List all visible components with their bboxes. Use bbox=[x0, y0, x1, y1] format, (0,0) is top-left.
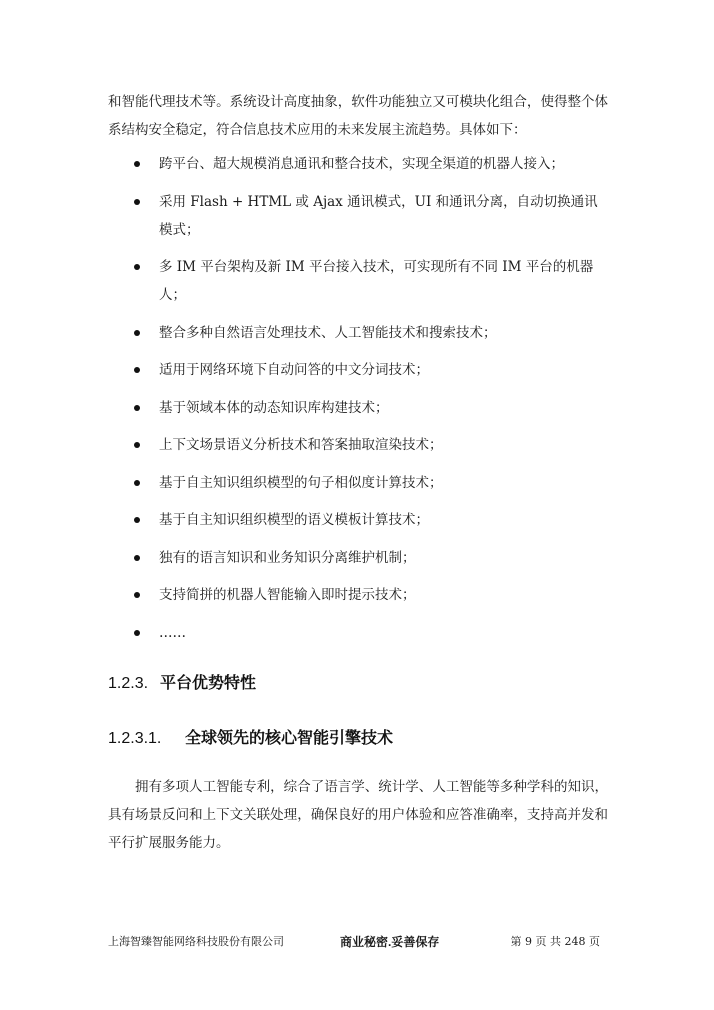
list-item bbox=[108, 469, 608, 497]
list-item-text: 基于领域本体的动态知识库构建技术； bbox=[159, 399, 389, 416]
list-item-text: 基于自主知识组织模型的语义模板计算技术； bbox=[159, 512, 429, 528]
bullet-dot-icon bbox=[134, 367, 140, 373]
bullet-dot-icon bbox=[134, 517, 140, 523]
list-item bbox=[108, 319, 608, 347]
list-item-text: 跨平台、超大规模消息通讯和整合技术，实现全渠道的机器人接入； bbox=[159, 156, 564, 172]
list-item-text: 整合多种自然语言处理技术、人工智能技术和搜索技术； bbox=[159, 324, 497, 341]
list-item bbox=[108, 619, 608, 647]
bullet-dot-icon bbox=[134, 330, 140, 336]
bullet-dot-icon bbox=[134, 480, 140, 486]
list-item bbox=[108, 506, 608, 534]
bullet-dot-icon bbox=[134, 161, 140, 167]
list-item-text: 上下文场景语义分析技术和答案抽取渲染技术； bbox=[159, 437, 443, 453]
bullet-dot-icon bbox=[134, 405, 140, 411]
list-item bbox=[108, 431, 608, 459]
list-item-text: 采用 Flash + HTML 或 Ajax 通讯模式，UI 和通讯分离，自动切换通讯模式； bbox=[159, 193, 598, 238]
list-item-text: 独有的语言知识和业务知识分离维护机制； bbox=[159, 549, 416, 566]
list-item bbox=[108, 356, 608, 384]
list-item bbox=[108, 581, 608, 609]
list-item-text: 多 IM 平台架构及新 IM 平台接入技术，可实现所有不同 IM 平台的机器人； bbox=[159, 259, 594, 303]
bullet-dot-icon bbox=[134, 630, 140, 636]
bullet-dot-icon bbox=[134, 264, 140, 270]
list-item-text: …… bbox=[159, 624, 186, 641]
list-item-text: 适用于网络环境下自动问答的中文分词技术； bbox=[159, 362, 429, 378]
intro-paragraph: 和智能代理技术等。系统设计高度抽象，软件功能独立又可模块化组合，使得整个体系结构安全稳定，符合信息技术应用的未来发展主流趋势。具体如下： bbox=[108, 94, 608, 138]
bullet-dot-icon bbox=[134, 555, 140, 561]
list-item-text: 基于自主知识组织模型的句子相似度计算技术； bbox=[159, 474, 443, 491]
section-number: 1.2.3. bbox=[108, 675, 149, 692]
feature-list bbox=[108, 150, 608, 656]
list-item bbox=[108, 394, 608, 422]
page-footer bbox=[108, 934, 608, 950]
footer-confidential: 商业秘密.妥善保存 bbox=[340, 935, 440, 949]
bullet-dot-icon bbox=[134, 442, 140, 448]
subsection-heading bbox=[108, 727, 393, 751]
list-item bbox=[108, 188, 608, 244]
section-title: 平台优势特性 bbox=[160, 675, 257, 692]
footer-company: 上海智臻智能网络科技股份有限公司 bbox=[108, 935, 284, 948]
footer-page-number: 第 9 页 共 248 页 bbox=[510, 935, 600, 948]
list-item-text: 支持简拼的机器人智能输入即时提示技术； bbox=[159, 587, 416, 603]
bullet-dot-icon bbox=[134, 199, 140, 205]
section-heading bbox=[108, 672, 256, 696]
subsection-number: 1.2.3.1. bbox=[108, 730, 162, 747]
subsection-title: 全球领先的核心智能引擎技术 bbox=[185, 730, 394, 747]
bullet-dot-icon bbox=[134, 592, 140, 598]
list-item bbox=[108, 253, 608, 309]
list-item bbox=[108, 150, 608, 178]
list-item bbox=[108, 544, 608, 572]
body-paragraph: 拥有多项人工智能专利，综合了语言学、统计学、人工智能等多种学科的知识，具有场景反问和上下文关联处理，确保良好的用户体验和应答准确率，支持高并发和平行扩展服务能力。 bbox=[108, 779, 608, 851]
